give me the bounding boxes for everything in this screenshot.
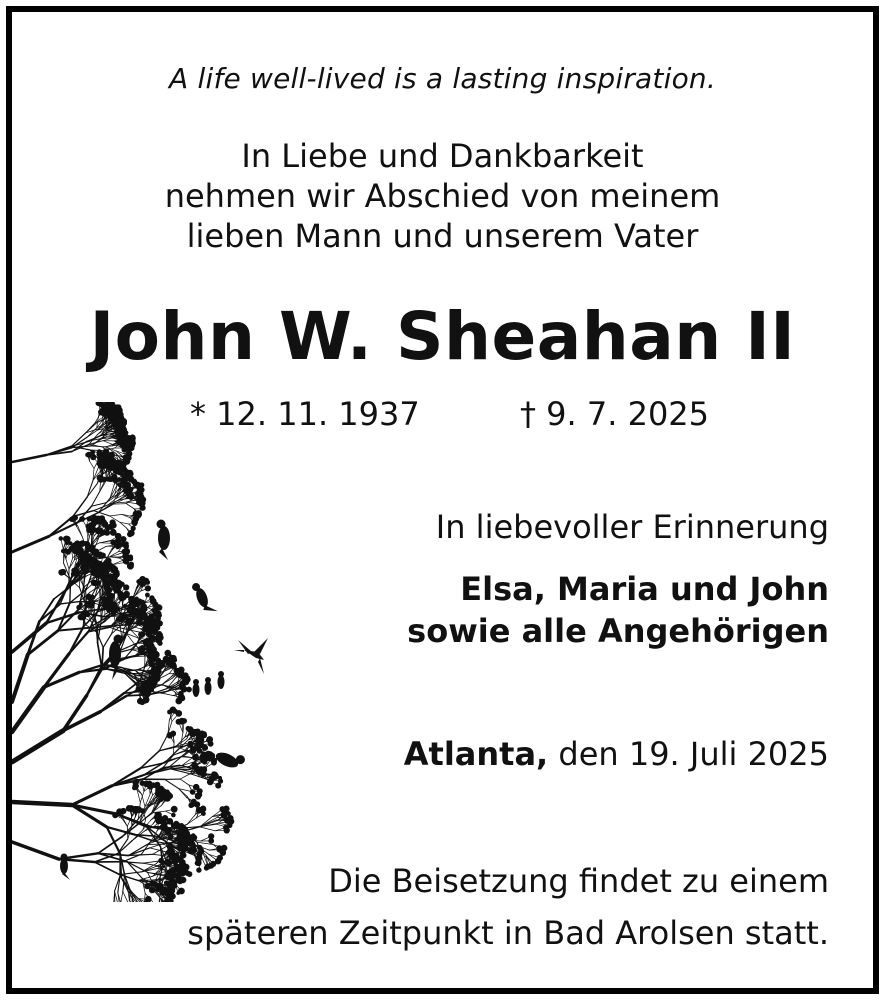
bird-icon [218,671,225,689]
deceased-name: John W. Sheahan II [89,298,796,375]
signers [407,568,829,652]
death-date: † 9. 7. 2025 [520,395,710,433]
burial-notice [187,855,829,959]
date-text: den 19. Juli 2025 [558,735,829,773]
obituary-frame [6,6,879,994]
intro-line: In Liebe und Dankbarkeit [241,137,644,175]
motto: A life well-lived is a lasting inspiration. [169,62,716,95]
bird-icon [205,677,212,695]
bird-icon [191,579,218,616]
bird-icon [193,679,200,697]
tree-with-birds-icon [12,402,302,902]
bird-icon [157,520,171,561]
signer-line: sowie alle Angehörigen [407,612,829,650]
place-date [404,735,829,773]
bird-icon [109,635,123,681]
memory-line: In liebevoller Erinnerung [435,508,829,546]
intro-line: nehmen wir Abschied von meinem [164,177,721,215]
burial-line: späteren Zeitpunkt in Bad Arolsen statt. [187,914,829,952]
birth-date: * 12. 11. 1937 [190,395,420,433]
signer-line: Elsa, Maria und John [460,570,829,608]
burial-line: Die Beisetzung findet zu einem [328,862,829,900]
intro-text [12,136,873,256]
intro-line: lieben Mann und unserem Vater [186,217,699,255]
city: Atlanta, [403,735,549,773]
hummingbird-icon [234,638,268,674]
